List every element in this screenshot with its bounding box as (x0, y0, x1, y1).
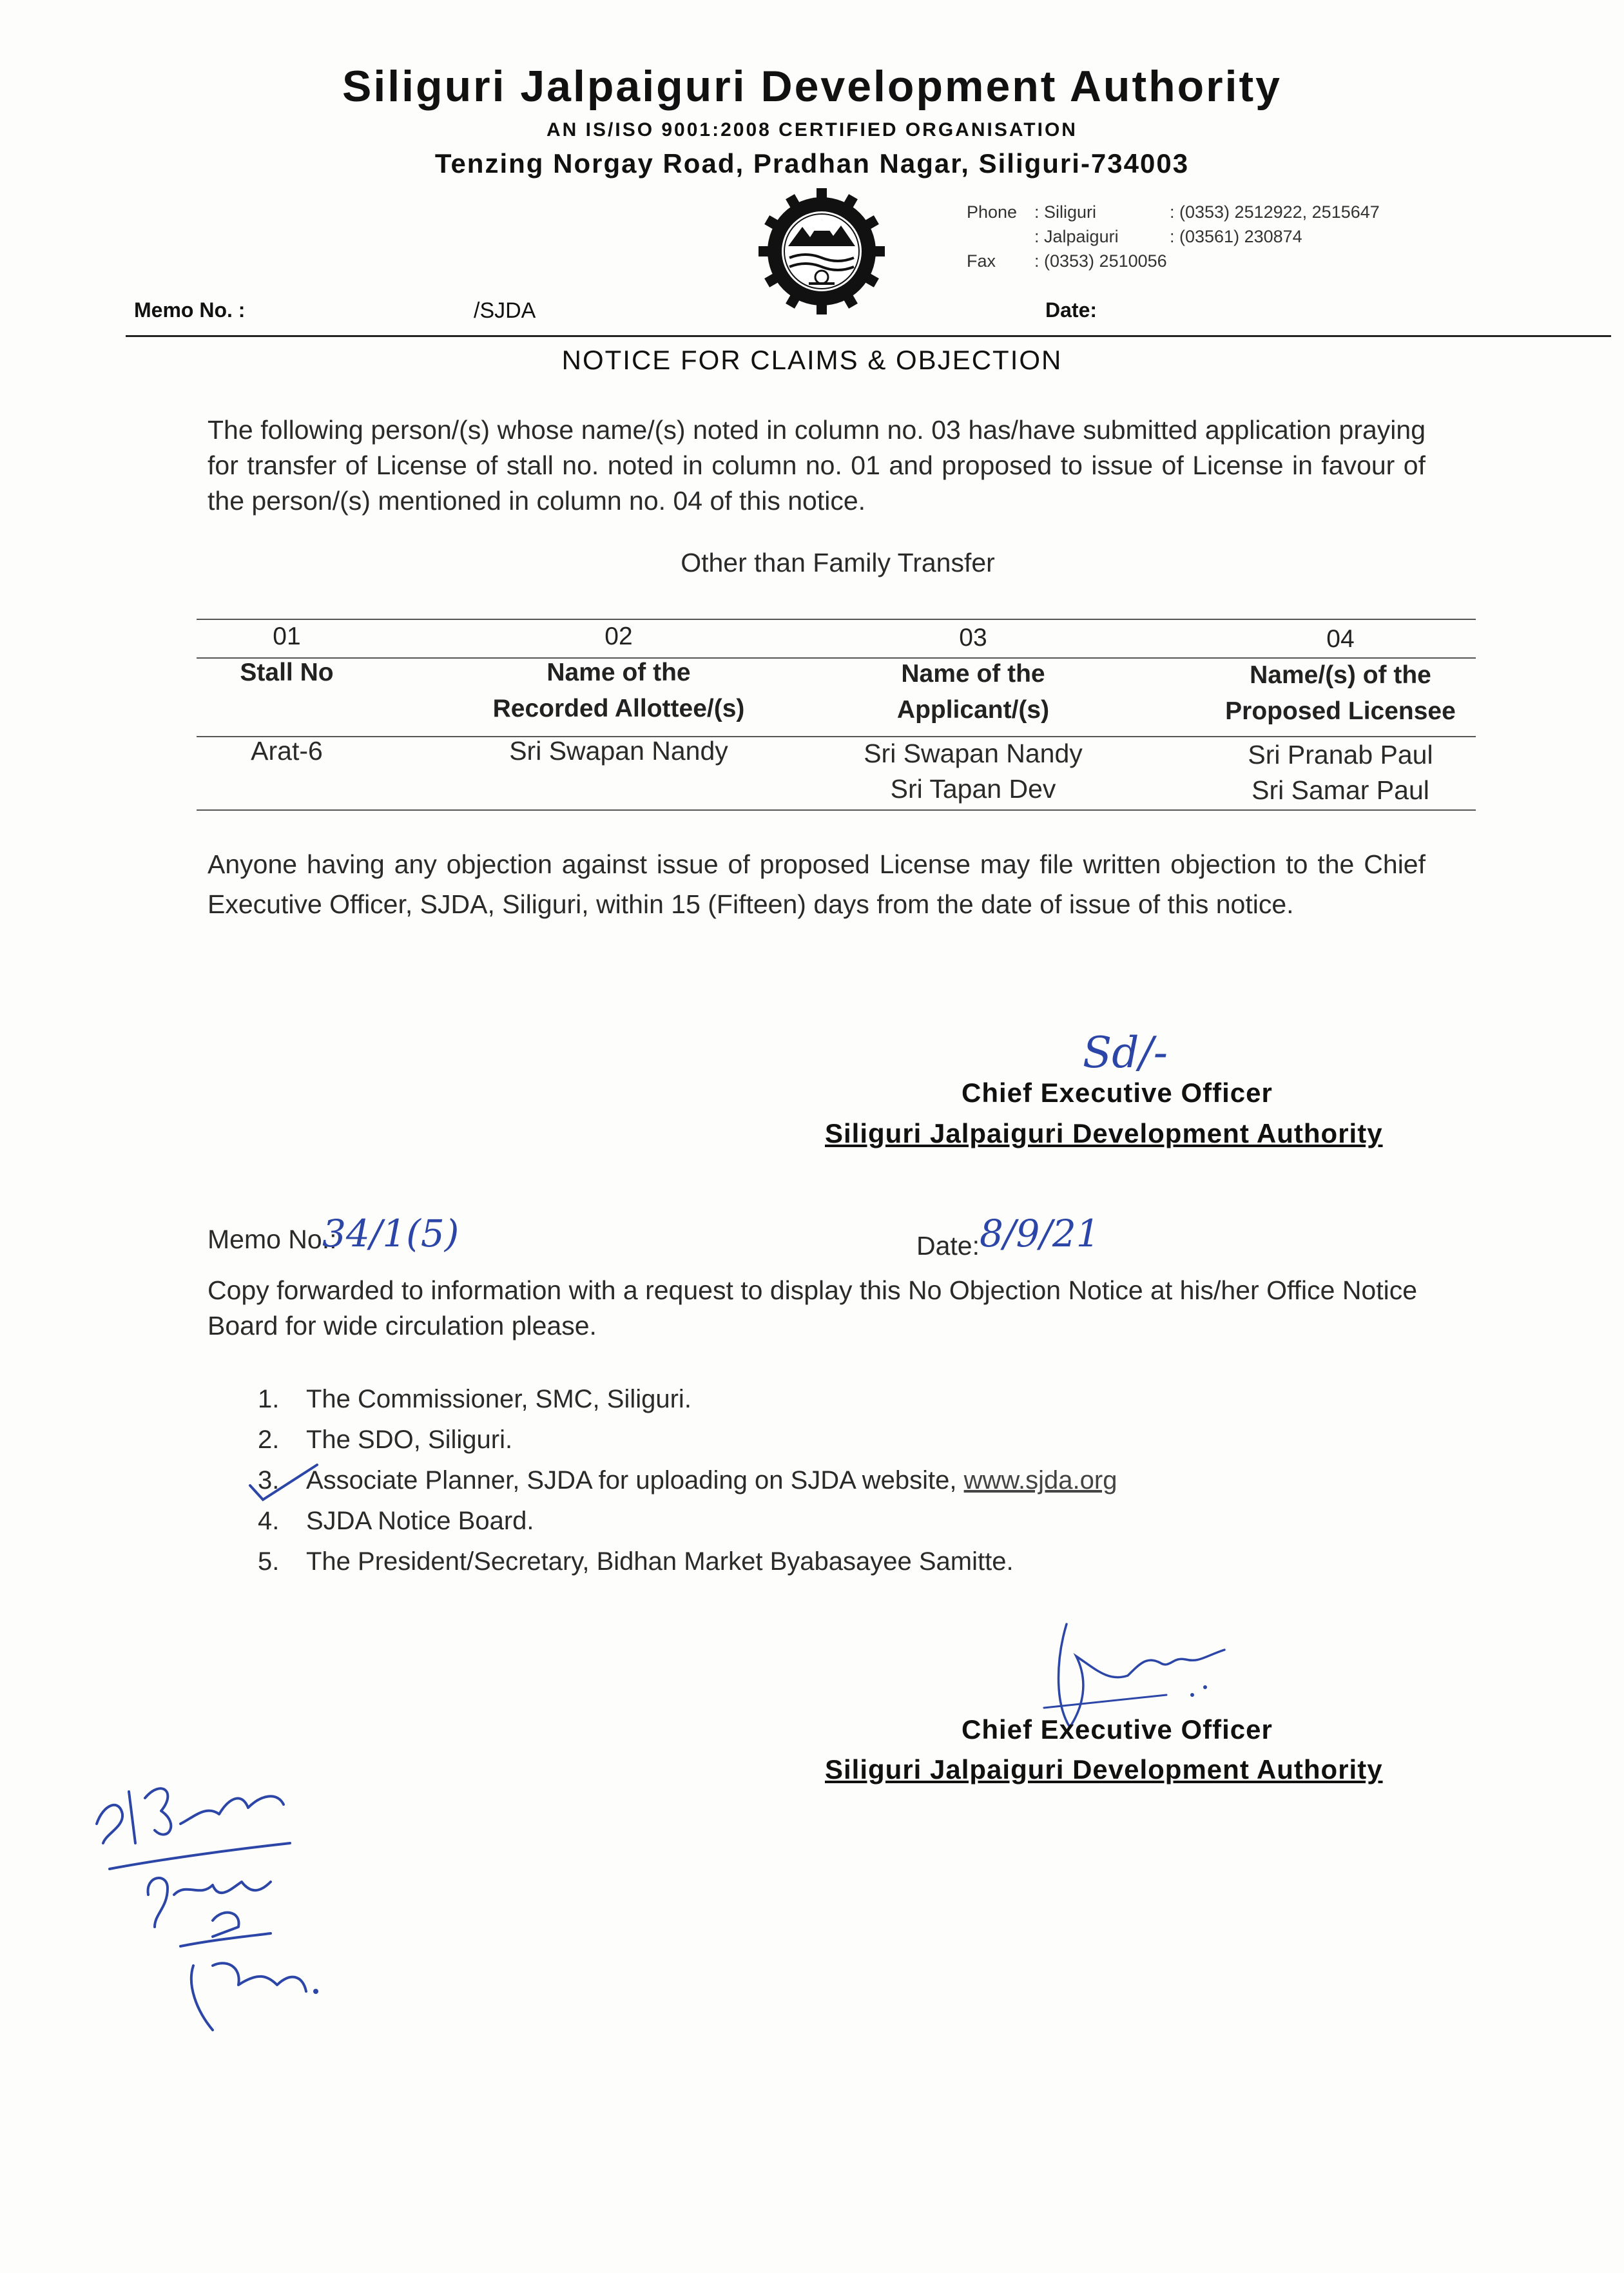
header-allottee-line1: Name of the (546, 659, 691, 686)
fax-row: Fax : (0353) 2510056 (967, 251, 1167, 271)
cell-licensee-1: Sri Pranab Paul (1248, 740, 1433, 769)
col-number-03: 03 (959, 624, 987, 652)
header-allottee-line2: Recorded Allottee/(s) (492, 695, 745, 722)
claims-table (197, 614, 1476, 813)
handwritten-date: 8/9/21 (980, 1212, 1100, 1255)
signature1-title: Chief Executive Officer (962, 1078, 1273, 1108)
memo-number-suffix: /SJDA (474, 298, 536, 323)
memo-number-label: Memo No. : (134, 298, 246, 322)
signature1-organization: Siliguri Jalpaiguri Development Authority (825, 1118, 1383, 1148)
certification-line: AN IS/ISO 9001:2008 CERTIFIED ORGANISATION (546, 119, 1078, 140)
organization-name: Siliguri Jalpaiguri Development Authority (342, 62, 1282, 111)
header-applicant-line2: Applicant/(s) (896, 696, 1050, 724)
notice-intro-paragraph: The following person/(s) whose name/(s) noted in column no. 03 has/have submitted application praying for transfer of License of stall no. noted in column no. 01 and proposed to issue of License in favour of the person/(s) mentioned in column no. 04 of this notice. (208, 415, 1426, 516)
col-number-02: 02 (604, 623, 633, 650)
objection-paragraph: Anyone having any objection against issue of proposed License may file written objection to the Chief Executive Officer, SJDA, Siliguri, within 15 (Fifteen) days from the date of issue of this notice. (208, 849, 1426, 919)
signature2-title: Chief Executive Officer (962, 1714, 1273, 1745)
organization-address: Tenzing Norgay Road, Pradhan Nagar, Siliguri-734003 (434, 148, 1190, 179)
recipient-list (258, 1379, 1117, 1582)
list-item: 2. The SDO, Siliguri. (258, 1426, 513, 1454)
cell-licensee-2: Sri Samar Paul (1252, 775, 1429, 805)
col-number-01: 01 (273, 623, 301, 650)
notice-title: NOTICE FOR CLAIMS & OBJECTION (561, 345, 1063, 375)
handwritten-memo-number: 34/1(5) (322, 1212, 459, 1255)
cell-allottee: Sri Swapan Nandy (509, 736, 728, 766)
signature2-organization: Siliguri Jalpaiguri Development Authority (825, 1754, 1383, 1785)
header-applicant-line1: Name of the (901, 660, 1045, 688)
cell-stall-no: Arat-6 (251, 736, 323, 766)
forward-memo-label: Memo No.: (208, 1224, 337, 1254)
handwritten-sd-mark: Sd/- (1083, 1028, 1168, 1078)
list-item: 1. The Commissioner, SMC, Siliguri. (258, 1385, 691, 1413)
handwritten-upload-note (84, 1753, 406, 2036)
sjda-website-link[interactable]: www.sjda.org (963, 1466, 1117, 1494)
list-item: 3. Associate Planner, SJDA for uploading on SJDA website, www.sjda.org (258, 1466, 1117, 1494)
phone-siliguri-row: Phone : Siliguri : (0353) 2512922, 2515647 (967, 202, 1380, 222)
list-item: 5. The President/Secretary, Bidhan Market Byabasayee Samitte. (258, 1547, 1014, 1576)
phone-jalpaiguri-row: : Jalpaiguri : (03561) 230874 (1034, 227, 1302, 246)
forward-text: Copy forwarded to information with a request to display this No Objection Notice at his/her Office Notice Board for wide circulation please. (208, 1275, 1418, 1340)
cell-applicant-1: Sri Swapan Nandy (864, 739, 1083, 768)
cell-applicant-2: Sri Tapan Dev (890, 774, 1056, 804)
header-licensee-line1: Name/(s) of the (1250, 661, 1431, 689)
contact-block (967, 200, 1380, 273)
table-bottom-rule (197, 809, 1476, 811)
forward-date-label: Date: (916, 1231, 980, 1261)
list-item: 4. SJDA Notice Board. (258, 1507, 534, 1535)
header-stall-no: Stall No (240, 659, 334, 686)
col-number-04: 04 (1326, 625, 1355, 653)
header-divider (126, 335, 1611, 337)
header-licensee-line2: Proposed Licensee (1225, 697, 1456, 725)
handwritten-tick-mark (245, 1460, 322, 1505)
transfer-type-subheading: Other than Family Transfer (681, 548, 995, 577)
sjda-logo-seal (757, 187, 886, 316)
date-label: Date: (1045, 298, 1097, 322)
